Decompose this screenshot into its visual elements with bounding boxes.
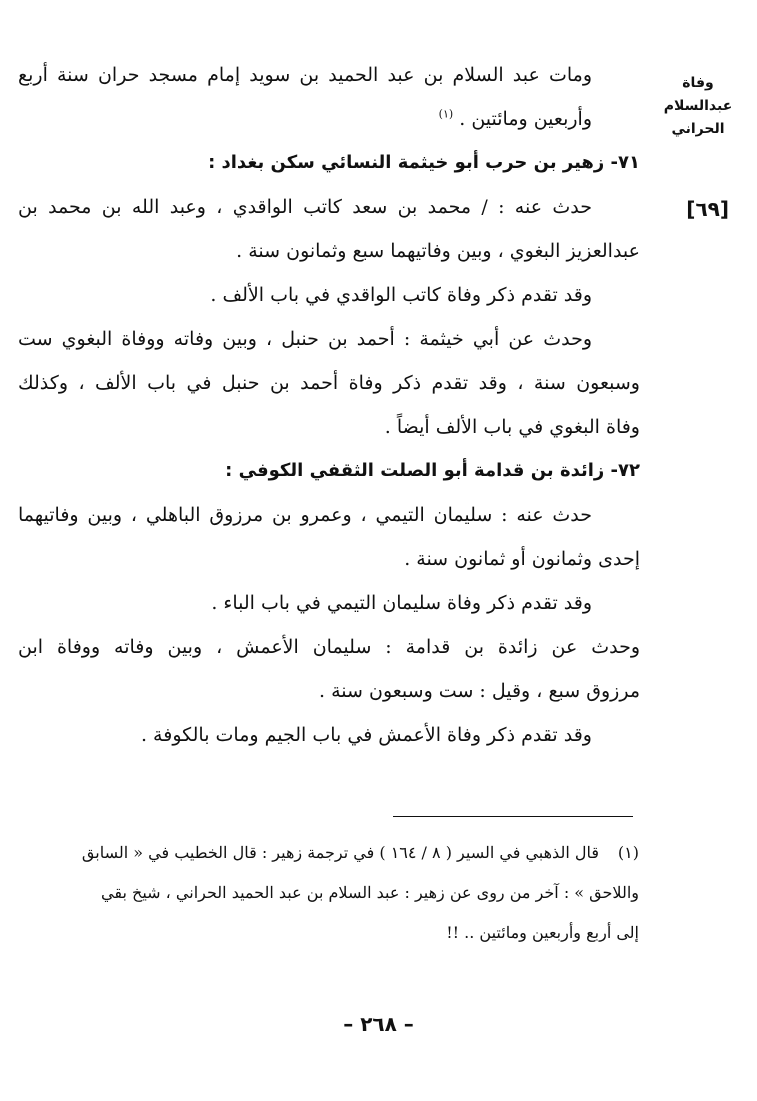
footnotes (24, 833, 639, 953)
footnote-line: واللاحق » : آخر من روى عن زهير : عبد السلام بن عبد الحميد الحراني ، شيخ بقي (101, 883, 639, 902)
text-line: وقد تقدم ذكر وفاة كاتب الواقدي في باب الألف . (210, 284, 592, 306)
original-page-reference: [٦٩] (686, 197, 729, 221)
text-segment: وأربعين ومائتين . (459, 108, 592, 130)
text-line: ومات عبد السلام بن عبد الحميد بن سويد إمام مسجد حران سنة أربع (18, 64, 592, 86)
entry-heading-72: ٧٢- زائدة بن قدامة أبو الصلت الثقفي الكوفي : (225, 460, 640, 481)
margin-note-line: الحراني (671, 121, 725, 137)
margin-note-line: وفاة (682, 75, 714, 91)
footnote-line: إلى أربع وأربعين ومائتين .. !! (446, 923, 639, 942)
footnote-reference: (١) (438, 107, 454, 121)
text-line: حدث عنه : / محمد بن سعد كاتب الواقدي ، وعبد الله بن محمد بن (18, 196, 592, 218)
margin-note (663, 72, 733, 141)
text-line: وقد تقدم ذكر وفاة سليمان التيمي في باب الباء . (211, 592, 592, 614)
text-line: إحدى وثمانون أو ثمانون سنة . (404, 548, 640, 570)
footnote-number: (١) (617, 843, 639, 862)
footnote-text: قال الذهبي في السير ( ٨ / ١٦٤ ) في ترجمة زهير : قال الخطيب في « السابق (81, 843, 599, 862)
margin-note-line: عبدالسلام (663, 98, 733, 114)
text-line: وسبعون سنة ، وقد تقدم ذكر وفاة أحمد بن حنبل في باب الألف ، وكذلك (18, 372, 640, 394)
text-line: وفاة البغوي في باب الألف أيضاً . (384, 416, 640, 438)
text-line: وقد تقدم ذكر وفاة الأعمش في باب الجيم ومات بالكوفة . (140, 724, 592, 746)
main-text (18, 53, 640, 757)
footnote-line (24, 833, 639, 873)
text-line: حدث عنه : سليمان التيمي ، وعمرو بن مرزوق الباهلي ، وبين وفاتيهما (18, 504, 592, 526)
text-line: عبدالعزيز البغوي ، وبين وفاتيهما سبع وثمانون سنة . (236, 240, 640, 262)
entry-heading-71: ٧١- زهير بن حرب أبو خيثمة النسائي سكن بغداد : (208, 152, 640, 173)
text-line: مرزوق سبع ، وقيل : ست وسبعون سنة . (319, 680, 640, 702)
text-line: وحدث عن أبي خيثمة : أحمد بن حنبل ، وبين وفاته ووفاة البغوي ست (18, 328, 592, 350)
footnote-divider (393, 816, 633, 817)
text-line (18, 97, 640, 141)
page-number: – ٢٦٨ – (343, 1012, 414, 1036)
text-line: وحدث عن زائدة بن قدامة : سليمان الأعمش ، وبين وفاته ووفاة ابن (18, 636, 640, 658)
